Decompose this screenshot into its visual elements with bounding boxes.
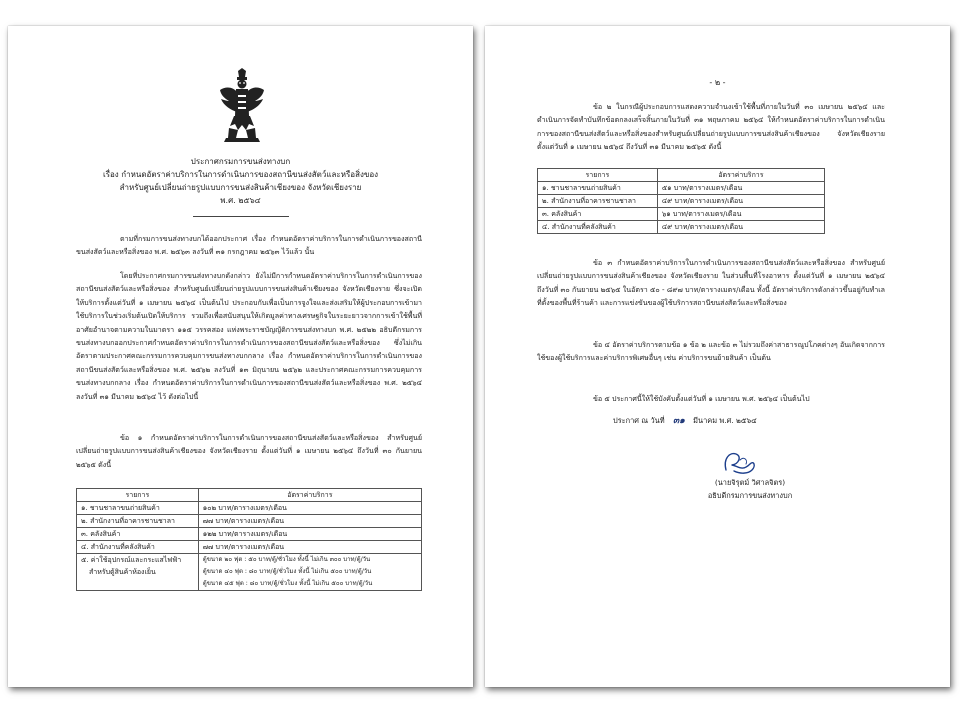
table-row (538, 208, 825, 221)
title-separator (193, 216, 289, 217)
page-number: - ๒ - (709, 78, 726, 87)
table-header-item: รายการ (77, 489, 199, 502)
clause-4-paragraph: ข้อ ๔ อัตราค่าบริการตามข้อ ๑ ข้อ ๒ และข้อ ๓ ไม่รวมถึงค่าสาธารณูปโภคต่างๆ อันเกิดจากการใช้ของผู้ใช้บริการและค่าบริการพิเศษอื่นๆ เช่น ค่าบริการขนย้ายสินค้า เป็นต้น (537, 340, 885, 363)
table-header-rate: อัตราค่าบริการ (198, 489, 421, 502)
rate-table-2 (537, 168, 825, 234)
table-cell-rate: ๗๗ บาท/ตารางเมตร/เดือน (198, 541, 421, 554)
table-row (538, 182, 825, 195)
preamble-paragraph: ตามที่กรมการขนส่งทางบกได้ออกประกาศ เรื่อง กำหนดอัตราค่าบริการในการดำเนินการของสถานีขนส่งสัตว์และหรือสิ่งของ พ.ศ. ๒๕๖๓ ลงวันที่ ๓๑ กรกฎาคม ๒๕๖๓ ไว้แล้ว นั้น (76, 234, 422, 257)
table-header-row (77, 489, 422, 502)
clause-1-paragraph: ข้อ ๑ กำหนดอัตราค่าบริการในการดำเนินการของสถานีขนส่งสัตว์และหรือสิ่งของ สำหรับศูนย์เปลี่ยนถ่ายรูปแบบการขนส่งสินค้าเชียงของ จังหวัดเชียงราย ตั้งแต่วันที่ ๑ เมษายน ๒๕๖๔ ถึงวันที่ ๓๐ กันยายน ๒๕๖๕ ดังนี้ (76, 433, 422, 469)
table-cell-rate: ๖๑ บาท/ตารางเมตร/เดือน (657, 208, 824, 221)
signer-name: (นายจิรุตม์ วิศาลจิตร) (714, 478, 786, 487)
signer-title: อธิบดีกรมการขนส่งทางบก (707, 491, 793, 500)
table-cell-item: ๔. สำนักงานที่คลังสินค้า (77, 541, 199, 554)
table-header-rate: อัตราค่าบริการ (657, 169, 824, 182)
announcement-agency: ประกาศกรมการขนส่งทางบก (190, 157, 291, 166)
announcement-month-year: มีนาคม พ.ศ. ๒๕๖๔ (693, 416, 757, 425)
table-cell-item: ๒. สำนักงานที่อาคารชานชาลา (77, 515, 199, 528)
table-cell-rate: ๑๐๒ บาท/ตารางเมตร/เดือน (198, 502, 421, 515)
table-cell-rate: ๕๑ บาท/ตารางเมตร/เดือน (657, 182, 824, 195)
announced-label: ประกาศ ณ วันที่ (613, 416, 665, 425)
table-cell-item: ๒. สำนักงานที่อาคารชานชาลา (538, 195, 658, 208)
table-row (77, 515, 422, 528)
table-cell-rate: ๗๗ บาท/ตารางเมตร/เดือน (198, 515, 421, 528)
table-header-item: รายการ (538, 169, 658, 182)
handwritten-signature (720, 450, 760, 476)
clause-3-paragraph: ข้อ ๓ กำหนดอัตราค่าบริการในการดำเนินการของสถานีขนส่งสัตว์และหรือสิ่งของ สำหรับศูนย์เปลี่ยนถ่ายรูปแบบการขนส่งสินค้าเชียงของ จังหวัดเชียงราย ในส่วนพื้นที่โรงอาหาร ตั้งแต่วันที่ ๑ เมษายน ๒๕๖๔ ถึงวันที่ ๓๐ กันยายน ๒๕๖๕ ในอัตรา ๕๐ - ๘๙๗ บาท/ตารางเมตร/เดือน ทั้งนี้ อัตราค่าบริการดังกล่าวขึ้นอยู่กับทำเลที่ตั้งของพื้นที่ร้านค้า และการแข่งขันของผู้ใช้บริการสถานีขนส่งสัตว์และหรือสิ่งของ (537, 258, 885, 308)
table-cell-item: ๑. ชานชาลาขนถ่ายสินค้า (77, 502, 199, 515)
table-cell-item: ๓. คลังสินค้า (538, 208, 658, 221)
document-page-2 (485, 26, 950, 687)
table-header-row (538, 169, 825, 182)
table-cell-rate: ๔๙ บาท/ตารางเมตร/เดือน (657, 221, 824, 234)
body-paragraph: โดยที่ประกาศกรมการขนส่งทางบกดังกล่าว ยังไม่มีการกำหนดอัตราค่าบริการในการดำเนินการของสถานีขนส่งสัตว์และหรือสิ่งของ สำหรับศูนย์เปลี่ยนถ่ายรูปแบบการขนส่งสินค้าเชียงของ จังหวัดเชียงราย ซึ่งจะเปิดให้บริการตั้งแต่วันที่ ๑ เมษายน ๒๕๖๔ เป็นต้นไป ประกอบกับเพื่อเป็นการจูงใจและส่งเสริมให้ผู้ประกอบการเข้ามาใช้บริการในช่วงเริ่มต้นเปิดให้บริการ รวมถึงเพื่อสนับสนุนให้เกิดมูลค่าทางเศรษฐกิจในระยะยาวจากการเข้าใช้พื้นที่ อาศัยอำนาจตามความในมาตรา ๑๑๕ วรรคสอง แห่งพระราชบัญญัติการขนส่งทางบก พ.ศ. ๒๕๒๒ อธิบดีกรมการขนส่งทางบกออกประกาศกำหนดอัตราค่าบริการในการดำเนินการของสถานีขนส่งสัตว์และหรือสิ่งของ ซึ่งไม่เกินอัตราตามประกาศคณะกรรมการควบคุมการขนส่งทางบกกลาง เรื่อง กำหนดอัตราค่าบริการในการดำเนินการของสถานีขนส่งสัตว์และหรือสิ่งของ พ.ศ. ๒๕๖๒ ลงวันที่ ๑๓ มิถุนายน ๒๕๖๒ และประกาศคณะกรรมการควบคุมการขนส่งทางบกกลาง เรื่อง กำหนดอัตราค่าบริการในการดำเนินการของสถานีขนส่งสัตว์และหรือสิ่งของ พ.ศ. ๒๕๖๔ ลงวันที่ ๓๑ มีนาคม ๒๕๖๔ ไว้ ดังต่อไปนี้ (76, 271, 422, 401)
table-row (77, 554, 422, 591)
table-row (77, 528, 422, 541)
table-cell-item: ๕. ค่าใช้อุปกรณ์และกระแสไฟฟ้า สำหรับตู้สินค้าห้องเย็น (77, 554, 199, 591)
announcement-subject-line2: สำหรับศูนย์เปลี่ยนถ่ายรูปแบบการขนส่งสินค้าเชียงของ จังหวัดเชียงราย (119, 183, 362, 192)
clause-2-paragraph: ข้อ ๒ ในกรณีผู้ประกอบการแสดงความจำนงเข้าใช้พื้นที่ภายในวันที่ ๓๐ เมษายน ๒๕๖๔ และดำเนินการจัดทำบันทึกข้อตกลงเสร็จสิ้นภายในวันที่ ๓๑ พฤษภาคม ๒๕๖๔ ให้กำหนดอัตราค่าบริการในการดำเนินการของสถานีขนส่งสัตว์และหรือสิ่งของสำหรับศูนย์เปลี่ยนถ่ายรูปแบบการขนส่งสินค้าเชียงของ จังหวัดเชียงราย ตั้งแต่วันที่ ๑ เมษายน ๒๕๖๔ ถึงวันที่ ๓๑ มีนาคม ๒๕๖๕ ดังนี้ (537, 102, 885, 152)
announcement-subject-line1: เรื่อง กำหนดอัตราค่าบริการในการดำเนินการของสถานีขนส่งสัตว์และหรือสิ่งของ (102, 170, 379, 179)
announcement-day: ๓๑ (672, 416, 685, 426)
announcement-date (613, 414, 913, 428)
document-page-1 (8, 26, 473, 687)
clause-5-paragraph: ข้อ ๕ ประกาศนี้ให้ใช้บังคับตั้งแต่วันที่ ๑ เมษายน พ.ศ. ๒๕๖๔ เป็นต้นไป (593, 394, 810, 403)
table-row (77, 502, 422, 515)
table-row (538, 195, 825, 208)
table-row (538, 221, 825, 234)
table-cell-item: ๑. ชานชาลาขนถ่ายสินค้า (538, 182, 658, 195)
table-cell-rate: ๔๙ บาท/ตารางเมตร/เดือน (657, 195, 824, 208)
table-cell-item: ๓. คลังสินค้า (77, 528, 199, 541)
announcement-year: พ.ศ. ๒๕๖๔ (220, 196, 261, 205)
table-cell-rate: ๑๒๒ บาท/ตารางเมตร/เดือน (198, 528, 421, 541)
rate-table-1 (76, 488, 422, 591)
garuda-emblem (216, 68, 268, 144)
table-row (77, 541, 422, 554)
table-cell-rate: ตู้ขนาด ๒๐ ฟุต : ๕๐ บาท/ตู้/ชั่วโมง ทั้งนี้ ไม่เกิน ๓๐๐ บาท/ตู้/วัน ตู้ขนาด ๔๐ ฟุต : ๘๐ บาท/ตู้/ชั่วโมง ทั้งนี้ ไม่เกิน ๕๐๐ บาท/ตู้/วัน ตู้ขนาด ๔๕ ฟุต : ๘๐ บาท/ตู้/ชั่วโมง ทั้งนี้ ไม่เกิน ๕๐๐ บาท/ตู้/วัน (198, 554, 421, 591)
table-cell-item: ๔. สำนักงานที่คลังสินค้า (538, 221, 658, 234)
